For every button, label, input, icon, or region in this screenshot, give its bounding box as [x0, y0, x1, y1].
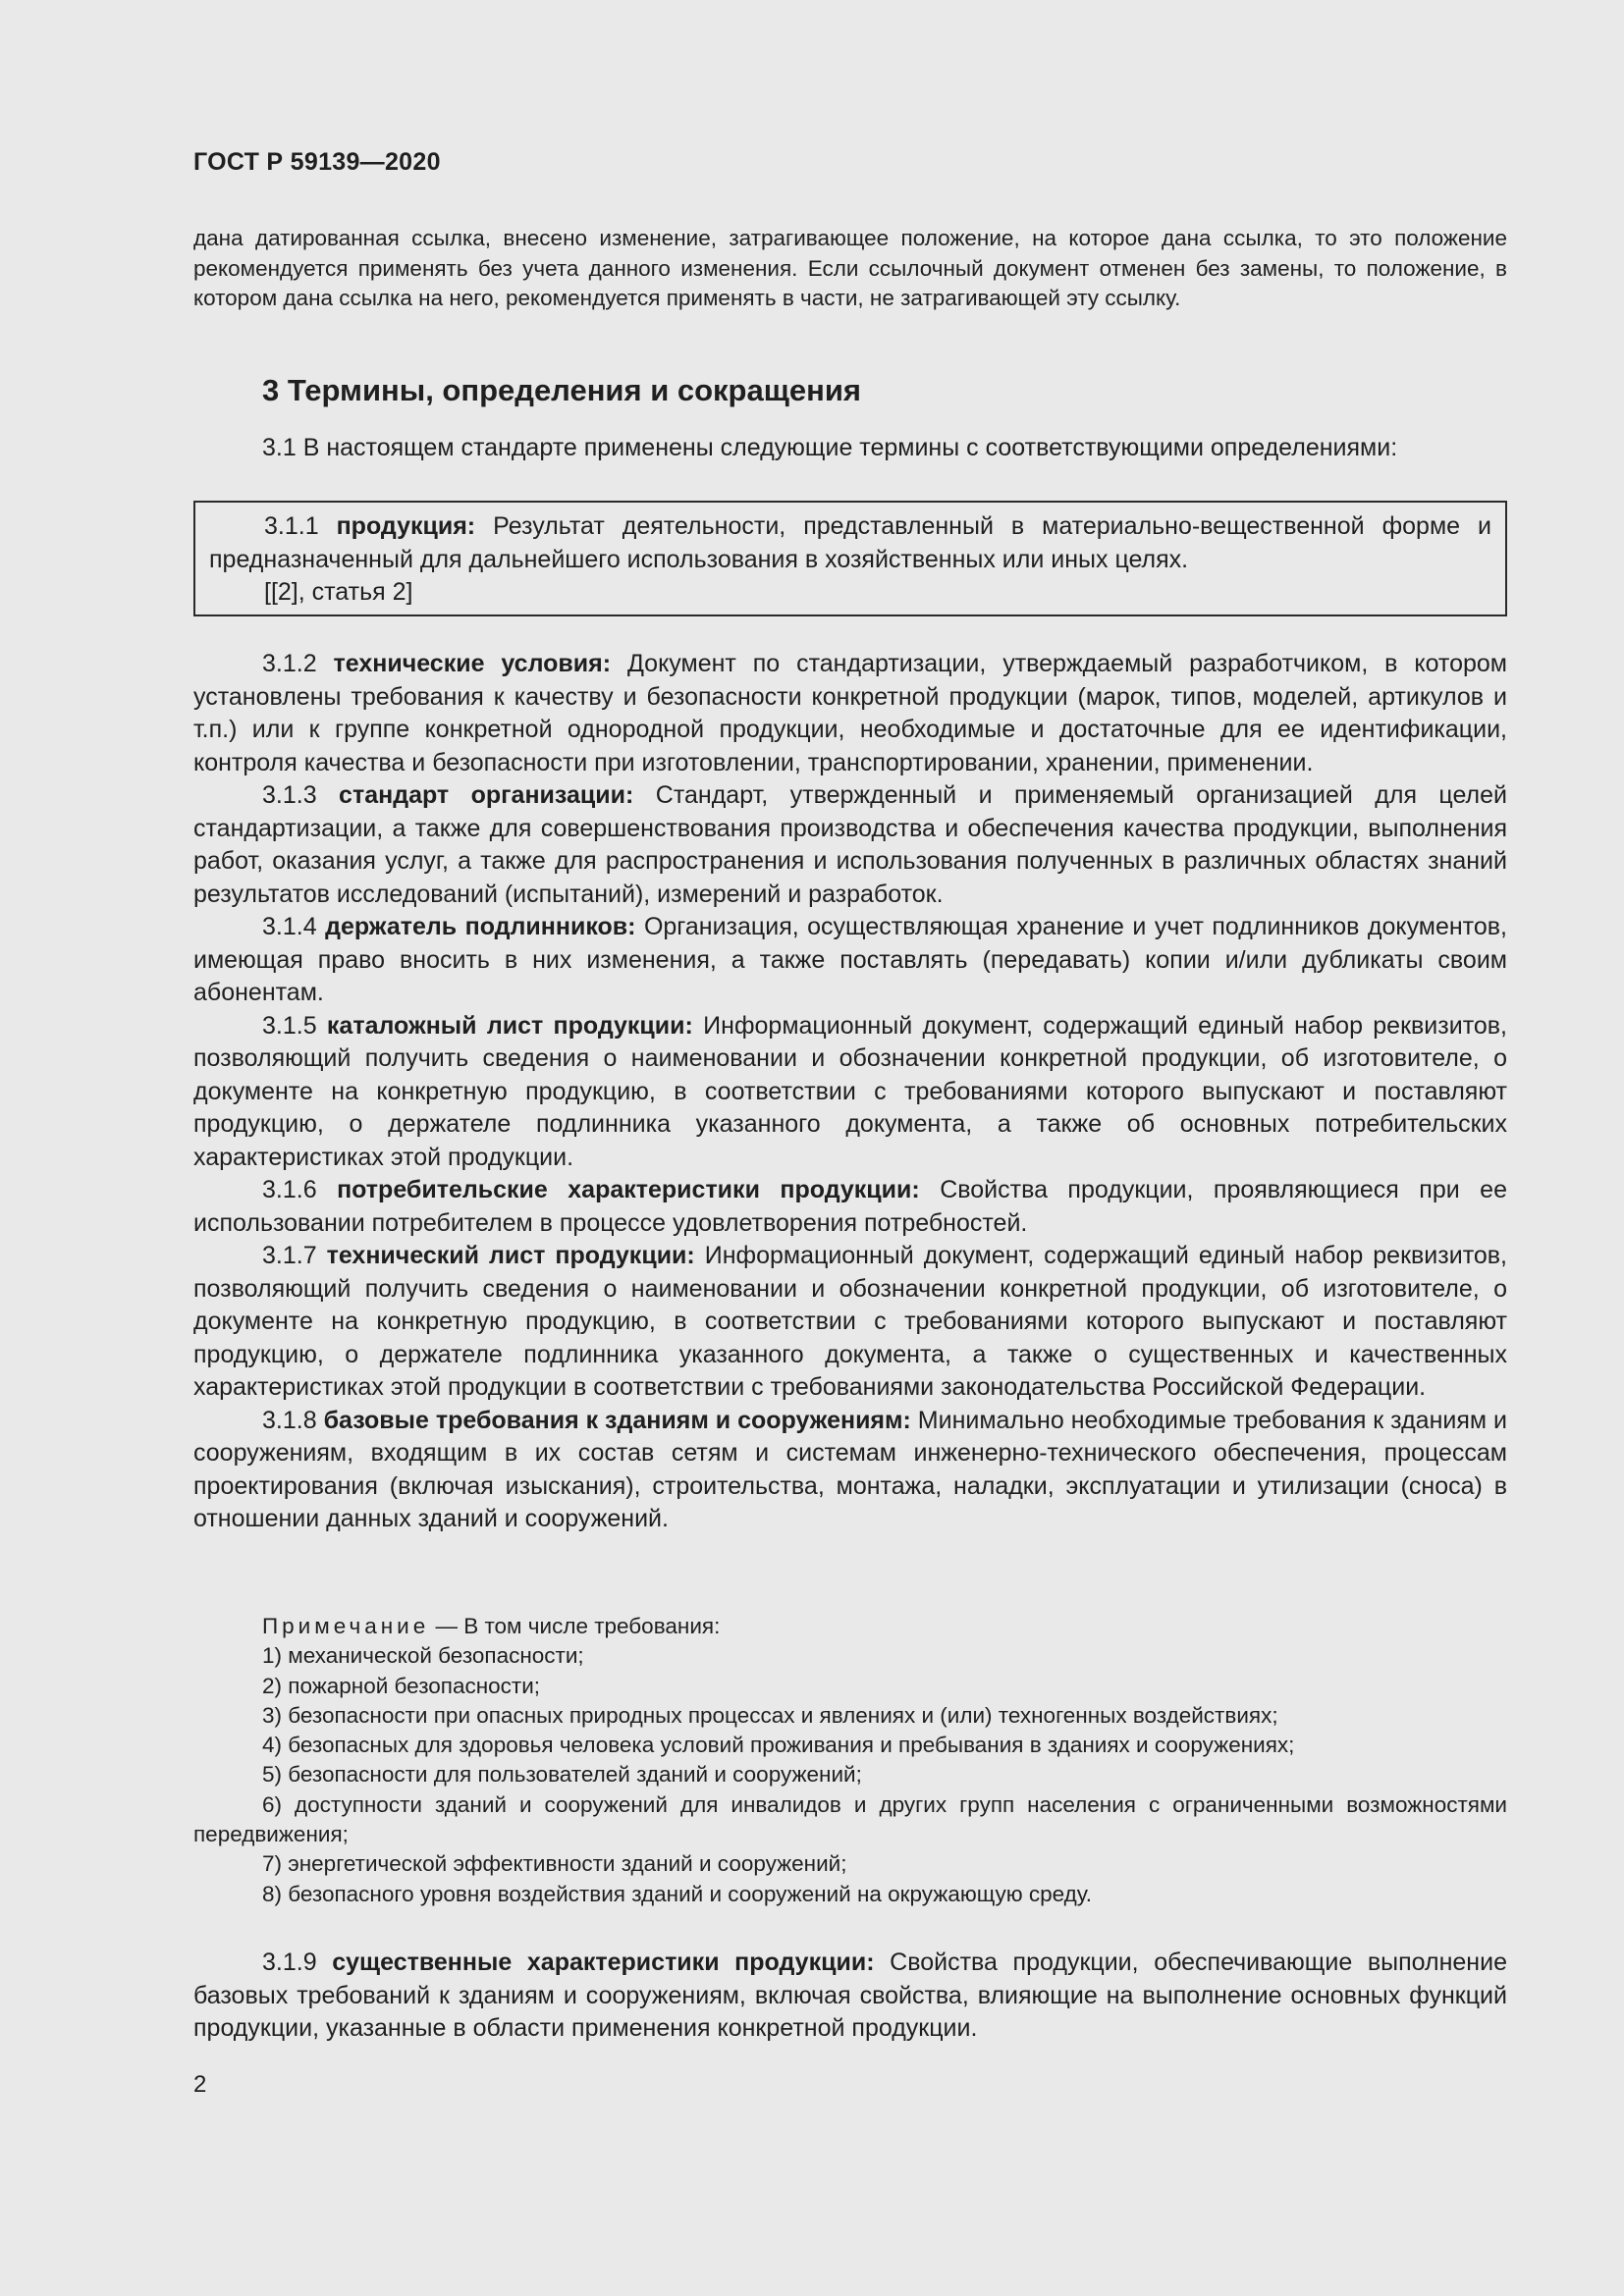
note-item: 8) безопасного уровня воздействия зданий и сооружений на окружающую среду. [262, 1881, 1093, 1906]
term-definition: Информационный документ, содержащий единый набор реквизитов, позволяющий получить сведения о наименовании и обозначении конкретной продукции, об изготовителе, о документе на конкретную продукцию, в соответствии с требованиями которого выпускают и поставляют продукцию, о держателе подлинника указанного документа, а также об основных потребительских характеристиках этой продукции. [193, 1011, 1507, 1171]
term-definition: Результат деятельности, представленный в материально-вещественной форме и предназначенный для дальнейшего использования в хозяйственных или иных целях. [209, 512, 1491, 573]
term-number: 3.1.5 [262, 1011, 327, 1040]
term-source: [[2], статья 2] [264, 578, 413, 606]
term-name: потребительские характеристики продукции: [337, 1176, 920, 1203]
note-item: 1) механической безопасности; [262, 1643, 584, 1669]
term-definition: Свойства продукции, проявляющиеся при ее использовании потребителем в процессе удовлетворения потребностей. [193, 1176, 1507, 1237]
term-box-3-1-1 [193, 501, 1507, 616]
term-name: существенные характеристики продукции: [332, 1949, 875, 1976]
term-3-1-5 [193, 1010, 1507, 1175]
term-number: 3.1.9 [262, 1949, 333, 1976]
note-item: 3) безопасности при опасных природных процессах и явлениях и (или) техногенных воздействиях; [262, 1702, 1278, 1728]
clause-3-1: 3.1 В настоящем стандарте применены следующие термины с соответствующими определениями: [262, 434, 1398, 461]
note-block [193, 1612, 1507, 1909]
term-3-1-3 [193, 779, 1507, 911]
term-number: 3.1.8 [262, 1406, 324, 1434]
note-item: 6) доступности зданий и сооружений для инвалидов и других групп населения с ограниченными возможностями передвижения; [193, 1791, 1507, 1847]
term-number: 3.1.7 [262, 1242, 327, 1269]
term-name: стандарт организации: [339, 781, 634, 809]
term-3-1-6 [193, 1174, 1507, 1240]
term-name: продукция: [336, 512, 476, 540]
intro-paragraph: дана датированная ссылка, внесено изменение, затрагивающее положение, на которое дана ссылка, то это положение рекомендуется применять без учета данного изменения. Если ссылочный документ отменен без замены, то положение, в котором дана ссылка на него, рекомендуется применять в части, не затрагивающей эту ссылку. [193, 226, 1507, 310]
term-definition: Минимально необходимые требования к зданиям и сооружениям, входящим в их состав сетям и системам инженерно-технического обеспечения, процессам проектирования (включая изыскания), строительства, монтажа, наладки, эксплуатации и утилизации (сноса) в отношении данных зданий и сооружений. [193, 1406, 1507, 1532]
term-3-1-1 [209, 510, 1491, 576]
term-definition: Информационный документ, содержащий единый набор реквизитов, позволяющий получить сведения о наименовании и обозначении конкретной продукции, об изготовителе, о документе на конкретную продукцию, в соответствии с требованиями которого выпускают и поставляют продукцию, о держателе подлинника указанного документа, а также о существенных и качественных характеристиках этой продукции в соответствии с требованиями законодательства Российской Федерации. [193, 1242, 1507, 1401]
term-3-1-2 [193, 648, 1507, 779]
term-name: держатель подлинников: [325, 913, 636, 940]
term-definition: Стандарт, утвержденный и применяемый организацией для целей стандартизации, а также для совершенствования производства и обеспечения качества продукции, выполнения работ, оказания услуг, а также для распространения и использования полученных в различных областях знаний результатов исследований (испытаний), измерений и разработок. [193, 781, 1507, 908]
term-3-1-9 [193, 1947, 1507, 2046]
term-definition: Свойства продукции, обеспечивающие выполнение базовых требований к зданиям и сооружениям, включая свойства, влияющие на выполнение основных функций продукции, указанные в области применения конкретной продукции. [193, 1949, 1507, 2042]
term-definition: Организация, осуществляющая хранение и учет подлинников документов, имеющая право вносить в них изменения, а также поставлять (передавать) копии и/или дубликаты своим абонентам. [193, 913, 1507, 1006]
terms-list [193, 648, 1507, 1536]
term-number: 3.1.6 [262, 1176, 338, 1203]
note-item: 2) пожарной безопасности; [262, 1673, 541, 1698]
note-intro: — В том числе требования: [429, 1614, 721, 1638]
term-number: 3.1.3 [262, 781, 340, 809]
term-3-1-8 [193, 1405, 1507, 1536]
term-number: 3.1.4 [262, 913, 326, 940]
section-title: 3 Термины, определения и сокращения [262, 373, 861, 407]
term-3-1-4 [193, 911, 1507, 1010]
term-name: базовые требования к зданиям и сооружениям: [323, 1406, 911, 1434]
note-heading [193, 1612, 1507, 1641]
standard-code: ГОСТ Р 59139—2020 [193, 148, 441, 176]
note-item: 5) безопасности для пользователей зданий и сооружений; [262, 1762, 862, 1788]
term-number: 3.1.2 [262, 650, 334, 677]
note-item: 7) энергетической эффективности зданий и сооружений; [262, 1851, 847, 1877]
note-item: 4) безопасных для здоровья человека условий проживания и пребывания в зданиях и сооружениях; [262, 1733, 1295, 1758]
term-3-1-7 [193, 1240, 1507, 1405]
term-name: технические условия: [333, 650, 612, 677]
term-number: 3.1.1 [264, 512, 337, 540]
note-label: Примечание [262, 1614, 430, 1638]
page-number: 2 [193, 2071, 207, 2098]
term-name: технический лист продукции: [326, 1242, 695, 1269]
term-name: каталожный лист продукции: [326, 1011, 693, 1040]
term-definition: Документ по стандартизации, утверждаемый разработчиком, в котором установлены требования к качеству и безопасности конкретной продукции (марок, типов, моделей, артикулов и т.п.) или к группе конкретной однородной продукции, необходимые и достаточные для ее идентификации, контроля качества и безопасности при изготовлении, транспортировании, хранении, применении. [193, 650, 1507, 776]
